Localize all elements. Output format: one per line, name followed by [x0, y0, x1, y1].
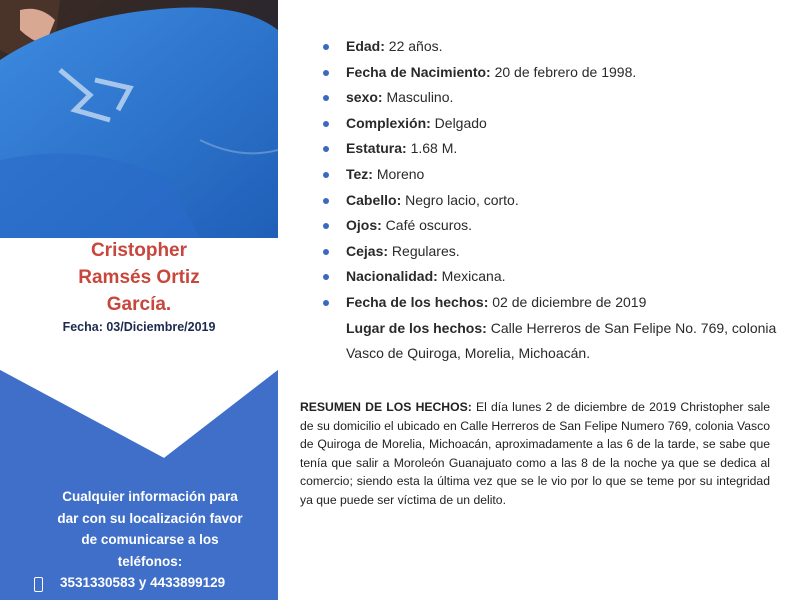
detail-label: Nacionalidad: — [346, 268, 438, 285]
detail-value: 22 años. — [384, 38, 443, 54]
lugar-value: Calle Herreros de San Felipe No. 769, colonia Vasco de Quiroga, Morelia, Michoacán. — [346, 319, 777, 362]
lugar-de-los-hechos — [318, 316, 788, 367]
detail-value: Negro lacio, corto. — [401, 191, 519, 208]
bullet-icon — [323, 274, 329, 280]
phone-icon — [34, 577, 43, 592]
detail-value: Moreno — [372, 165, 425, 182]
detail-value: 1.68 M. — [406, 140, 458, 157]
contact-line-4: teléfonos: — [117, 553, 183, 569]
person-photo — [0, 0, 278, 238]
detail-row — [318, 213, 788, 239]
detail-label: Cabello: — [346, 191, 402, 208]
detail-label: Ojos: — [346, 217, 382, 234]
detail-row — [318, 136, 788, 162]
detail-value: Delgado — [430, 114, 487, 131]
bullet-icon — [323, 172, 329, 178]
bullet-icon — [323, 223, 329, 229]
detail-label: Complexión: — [346, 114, 431, 131]
name-panel — [0, 238, 278, 358]
details-list — [318, 34, 788, 367]
report-date: Fecha: 03/Diciembre/2019 — [62, 320, 216, 334]
person-name-line2: Ramsés Ortiz — [78, 267, 200, 288]
detail-value: 20 de febrero de 1998. — [490, 63, 637, 80]
detail-row — [318, 34, 788, 60]
resumen-label: RESUMEN DE LOS HECHOS: — [300, 400, 472, 414]
detail-label: Edad: — [346, 38, 385, 54]
contact-line-3: de comunicarse a los — [81, 532, 219, 547]
detail-row — [318, 111, 788, 137]
detail-row — [318, 85, 788, 111]
detail-row — [318, 239, 788, 265]
left-panel — [0, 0, 278, 600]
detail-value: Masculino. — [382, 89, 454, 106]
detail-label: sexo: — [346, 89, 383, 106]
detail-row — [318, 188, 788, 214]
contact-line-2: dar con su localización favor — [57, 510, 243, 526]
lugar-label: Lugar de los hechos: — [346, 319, 487, 336]
detail-row — [318, 264, 788, 290]
detail-row — [318, 162, 788, 188]
phone-numbers: 3531330583 y 4433899129 — [60, 575, 226, 590]
person-name-line1: Cristopher — [90, 240, 188, 261]
detail-value: Mexicana. — [437, 268, 506, 285]
resumen-de-los-hechos — [300, 398, 770, 510]
detail-label: Fecha de los hechos: — [346, 293, 489, 310]
detail-label: Fecha de Nacimiento: — [346, 63, 491, 80]
bullet-icon — [323, 198, 329, 204]
contact-message — [30, 486, 270, 572]
detail-row — [318, 60, 788, 86]
detail-value: Regulares. — [388, 242, 460, 259]
contact-line-1: Cualquier información para — [62, 489, 238, 504]
detail-label: Estatura: — [346, 140, 407, 157]
bullet-icon — [323, 146, 329, 152]
resumen-text: El día lunes 2 de diciembre de 2019 Christopher sale de su domicilio el ubicado en Calle Herreros de San Felipe Numero 769, colonia Vasco de Quiroga de Morelia, Michoacán, aproximadamente a las 6 de la tarde, se sabe que tenía que salir a Moroleón Guanajuato como a las 8 de la noche ya que se dedica al comercio; siendo esta la última vez que se le vio por lo que se teme por su integridad ya que puede ser víctima de un delito. — [300, 400, 770, 507]
bullet-icon — [323, 121, 329, 127]
bullet-icon — [323, 95, 329, 101]
detail-label: Cejas: — [346, 242, 389, 259]
detail-value: Café oscuros. — [381, 217, 473, 234]
detail-label: Tez: — [346, 165, 373, 182]
detail-row — [318, 290, 788, 316]
bullet-icon — [323, 300, 329, 306]
person-photo-graphic — [0, 0, 278, 238]
bullet-icon — [323, 44, 329, 50]
bullet-icon — [323, 70, 329, 76]
chevron-decoration — [0, 358, 278, 478]
detail-value: 02 de diciembre de 2019 — [488, 293, 647, 310]
person-name-line3: García. — [106, 294, 172, 315]
bullet-icon — [323, 249, 329, 255]
